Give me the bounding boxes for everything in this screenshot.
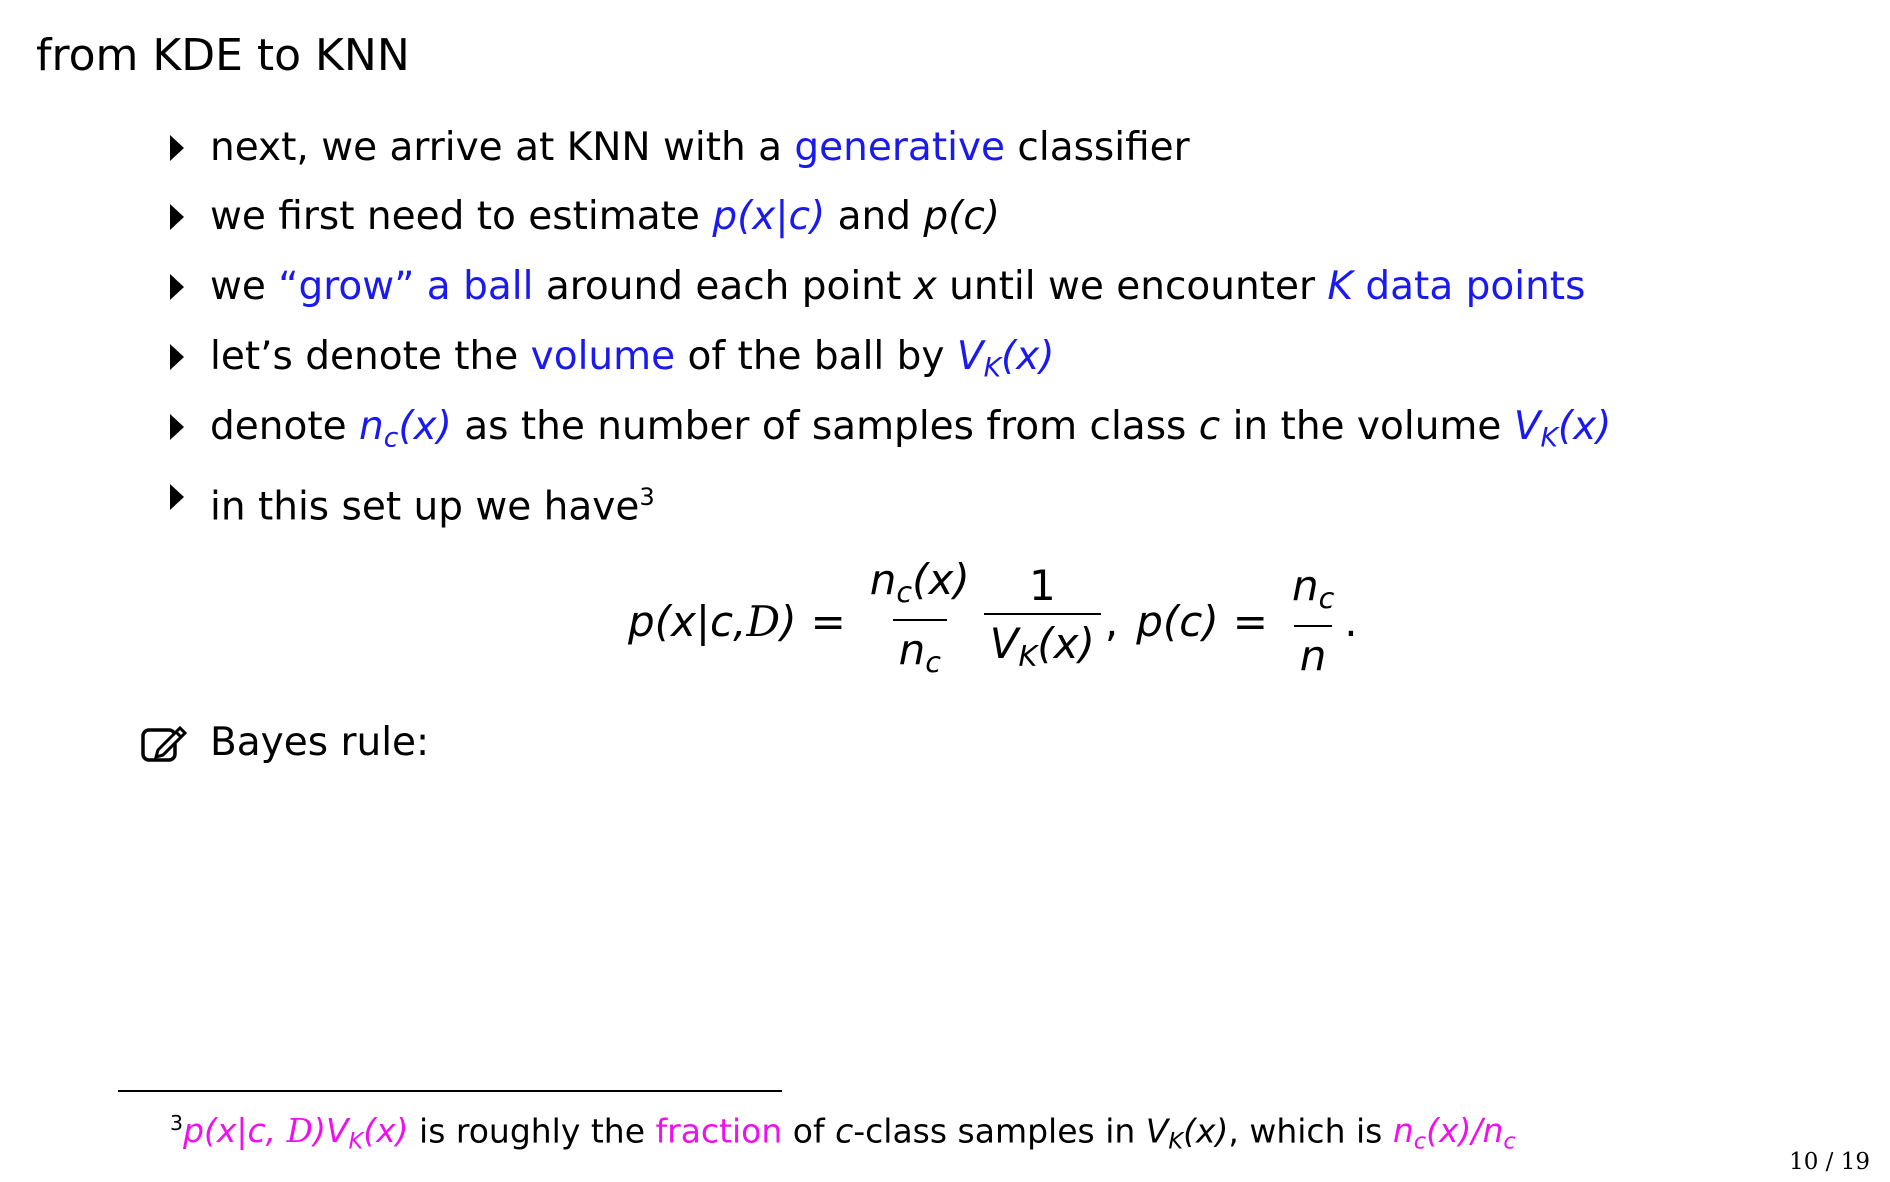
- bullet-text: classifier: [1005, 125, 1190, 170]
- math-tail: (x): [363, 1111, 409, 1151]
- bullet-text: and: [825, 194, 924, 239]
- math-subscript: c: [1503, 1128, 1516, 1155]
- math-subscript: K: [1018, 639, 1038, 673]
- fraction-denominator: [893, 619, 947, 687]
- bullet-text: let’s denote the: [210, 334, 531, 379]
- bullet-text: of the ball by: [675, 334, 957, 379]
- fraction-numerator: [1286, 561, 1340, 625]
- math-base: n: [359, 404, 384, 449]
- bullet-highlight: data points: [1352, 264, 1586, 309]
- footnote-text: is roughly the: [408, 1111, 656, 1151]
- triangle-bullet-icon: [170, 135, 184, 161]
- math-subscript: K: [1168, 1128, 1184, 1155]
- dataset-symbol: D: [286, 1111, 314, 1151]
- math-base: n: [869, 555, 897, 605]
- fraction-prior: [1286, 561, 1340, 681]
- dataset-symbol: D: [746, 596, 781, 646]
- equation-lhs: p(x|c,: [628, 596, 747, 646]
- bayes-rule-label: Bayes rule:: [210, 720, 430, 765]
- math-subscript: K: [983, 352, 1001, 384]
- footnote-text: of: [782, 1111, 836, 1151]
- display-equation: [628, 555, 1358, 680]
- footnote-text: , which is: [1228, 1111, 1393, 1151]
- math-variable: x: [913, 264, 937, 309]
- equation-lhs-close: ): [780, 596, 797, 646]
- bullet-text: in this set up we have: [210, 484, 640, 530]
- equation-rhs: p(c): [1136, 596, 1219, 646]
- equals-sign: =: [810, 596, 846, 646]
- math-subscript: K: [1540, 422, 1558, 454]
- math-base: n: [1291, 561, 1319, 611]
- bullet-item: [210, 259, 1585, 315]
- math-tail: (x): [1557, 404, 1612, 449]
- math-expression: p(x|c): [712, 194, 826, 239]
- math-base: n: [1482, 1111, 1504, 1151]
- math-base: V: [1513, 404, 1541, 449]
- fraction-numerator: 1: [1028, 561, 1056, 611]
- triangle-bullet-icon: [170, 274, 184, 300]
- bullet-item: [210, 189, 1000, 245]
- math-variable: c: [835, 1111, 854, 1151]
- equals-sign: =: [1232, 596, 1268, 646]
- bullet-text: we first need to estimate: [210, 194, 713, 239]
- math-variable: c: [1198, 404, 1221, 449]
- math-base: V: [989, 619, 1019, 669]
- bullet-text: until we encounter: [936, 264, 1328, 309]
- slide-title: from KDE to KNN: [36, 30, 410, 81]
- math-subscript: c: [925, 644, 941, 679]
- math-base: V: [325, 1111, 349, 1151]
- footnote: [170, 1100, 1516, 1165]
- triangle-bullet-icon: [170, 344, 184, 370]
- math-subscript: c: [1413, 1128, 1427, 1155]
- footnote-divider: [118, 1090, 782, 1092]
- bullet-highlight: “grow” a ball: [278, 264, 534, 309]
- bullet-item: [210, 469, 655, 530]
- bullet-text: we: [210, 264, 279, 309]
- math-expression: [1392, 1111, 1516, 1155]
- footnote-marker[interactable]: 3: [639, 483, 655, 511]
- bullet-item: [210, 399, 1611, 455]
- math-subscript: K: [348, 1128, 364, 1155]
- math-variable: K: [1327, 264, 1353, 309]
- math-base: V: [956, 334, 984, 379]
- bullet-text: denote: [210, 404, 360, 449]
- period: .: [1344, 596, 1358, 646]
- math-tail: ): [313, 1111, 326, 1151]
- math-tail: (x): [398, 404, 452, 449]
- math-expression: [359, 404, 452, 454]
- bullet-item: [210, 329, 1054, 385]
- fraction-denominator: n: [1294, 625, 1333, 681]
- comma: ,: [1104, 596, 1119, 646]
- math-tail: (x): [912, 555, 970, 605]
- footnote-text: -class samples in: [853, 1111, 1146, 1151]
- footnote-marker: 3: [170, 1111, 184, 1135]
- bullet-text: as the number of samples from class: [451, 404, 1199, 449]
- math-base: p(x|c,: [183, 1111, 287, 1151]
- triangle-bullet-icon: [170, 204, 184, 230]
- bullet-text: next, we arrive at KNN with a: [210, 125, 795, 170]
- bullet-text: in the volume: [1220, 404, 1514, 449]
- math-tail: (x): [1037, 619, 1095, 669]
- math-expression: [1513, 404, 1612, 454]
- bullet-item: [210, 120, 1190, 176]
- math-expression: [183, 1111, 409, 1155]
- math-expression: [956, 334, 1055, 384]
- math-expression: p(c): [923, 194, 1000, 239]
- math-subscript: c: [1318, 581, 1335, 615]
- math-base: V: [1145, 1111, 1169, 1151]
- triangle-bullet-icon: [170, 414, 184, 440]
- footnote-highlight: fraction: [655, 1111, 783, 1151]
- bullet-highlight: generative: [794, 125, 1006, 170]
- page-number: 10 / 19: [1789, 1149, 1870, 1175]
- fraction-count-ratio: [864, 555, 976, 687]
- math-tail: (x)/: [1426, 1111, 1483, 1151]
- bullet-highlight: volume: [530, 334, 676, 379]
- math-tail: (x): [1000, 334, 1055, 379]
- math-subscript: c: [896, 575, 913, 609]
- fraction-numerator: [864, 555, 976, 619]
- fraction-inverse-volume: [984, 561, 1101, 681]
- math-base: n: [898, 625, 926, 674]
- bullet-text: around each point: [533, 264, 914, 309]
- fraction-denominator: [984, 613, 1101, 681]
- math-tail: (x): [1183, 1111, 1229, 1151]
- math-base: n: [1392, 1111, 1414, 1151]
- math-subscript: c: [383, 422, 399, 454]
- edit-note-icon: [140, 724, 188, 764]
- triangle-bullet-icon: [170, 484, 184, 510]
